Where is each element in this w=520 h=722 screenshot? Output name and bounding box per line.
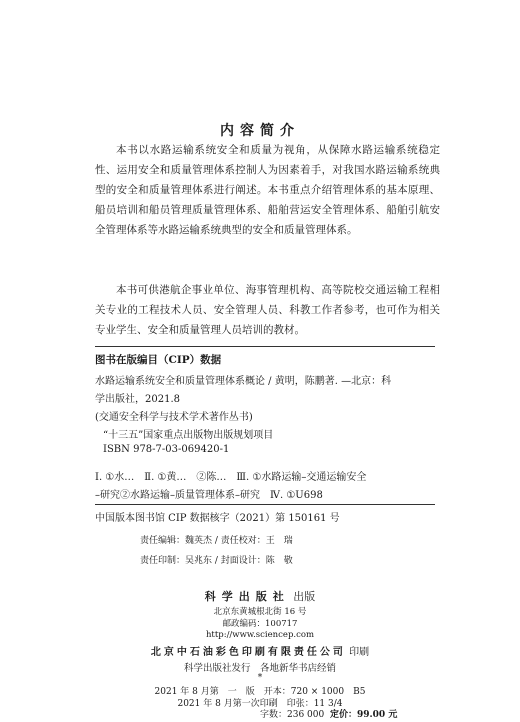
printing-line: 2021 年 8 月第一次印刷 印张：11 3/4 <box>177 699 343 709</box>
cip-series-line: (交通安全科学与技术学术著作丛书) <box>95 412 253 423</box>
cip-data-number: 中国版本图书馆 CIP 数据核字（2021）第 150161 号 <box>95 513 340 524</box>
publisher-logo: 科学出版社 <box>204 590 290 603</box>
cip-heading: 图书在版编目（CIP）数据 <box>95 354 222 366</box>
cip-title-line: 水路运输系统安全和质量管理体系概论 / 黄明，陈鹏著. —北京：科 <box>95 376 392 387</box>
summary-paragraph-1: 本书以水路运输系统安全和质量为视角，从保障水路运输系统稳定性、运用安全和质量管理体系控制人为因素着手，对我国水路运输系统典型的安全和质量管理体系进行阐述。本书重点介绍管理体系的基本原理、船员培训和船员管理质量管理体系、船舶营运安全管理体系、船舶引航安全管理体系等水路运输系统典型的安全和质量管理体系。 <box>95 144 440 236</box>
publisher-address: 北京东黄城根北街 16 号 <box>213 607 307 617</box>
price: 定价：99.00 元 <box>330 710 398 720</box>
publisher-postcode: 邮政编码：100717 <box>222 619 298 629</box>
cip-bottom-rule <box>95 504 435 505</box>
printer-line <box>0 643 520 658</box>
printer-name: 北京中石油彩色印刷有限责任公司 <box>150 647 346 658</box>
cip-classification-line-2: –研究②水路运输–质量管理体系–研究 Ⅳ. ①U698 <box>95 490 323 501</box>
credits-production-line: 责任印制：吴兆东 / 封面设计：陈 敬 <box>140 556 293 566</box>
cip-isbn: ISBN 978-7-03-069420-1 <box>103 444 230 455</box>
distribution-line: 科学出版社发行 各地新华书店经销 <box>183 663 336 674</box>
word-count: 字数：236 000 <box>260 710 325 720</box>
summary-paragraph-2: 本书可供港航企事业单位、海事管理机构、高等院校交通运输工程相关专业的工程技术人员、安全管理人员、科教工作者参考，也可作为相关专业学生、安全和质量管理人员培训的教材。 <box>95 284 440 336</box>
printer-suffix: 印刷 <box>349 647 370 658</box>
cip-publisher-line: 学出版社，2021.8 <box>95 394 180 405</box>
cip-classification-line-1: Ⅰ. ①水… Ⅱ. ①黄… ②陈… Ⅲ. ①水路运输–交通运输安全 <box>95 472 367 483</box>
separator-asterisk: * <box>257 673 263 683</box>
cip-project-line: “十三五”国家重点出版物出版规划项目 <box>103 430 274 441</box>
publisher-line <box>0 588 520 604</box>
page-title: 内容简介 <box>220 123 300 139</box>
publisher-website: http://www.sciencep.com <box>205 630 315 640</box>
publisher-suffix: 出版 <box>293 590 316 603</box>
cip-top-rule <box>95 346 435 347</box>
credits-editor-line: 责任编辑：魏英杰 / 责任校对：王 瑞 <box>140 536 293 546</box>
edition-line: 2021 年 8 月第 一 版 开本：720 × 1000 B5 <box>154 687 366 697</box>
